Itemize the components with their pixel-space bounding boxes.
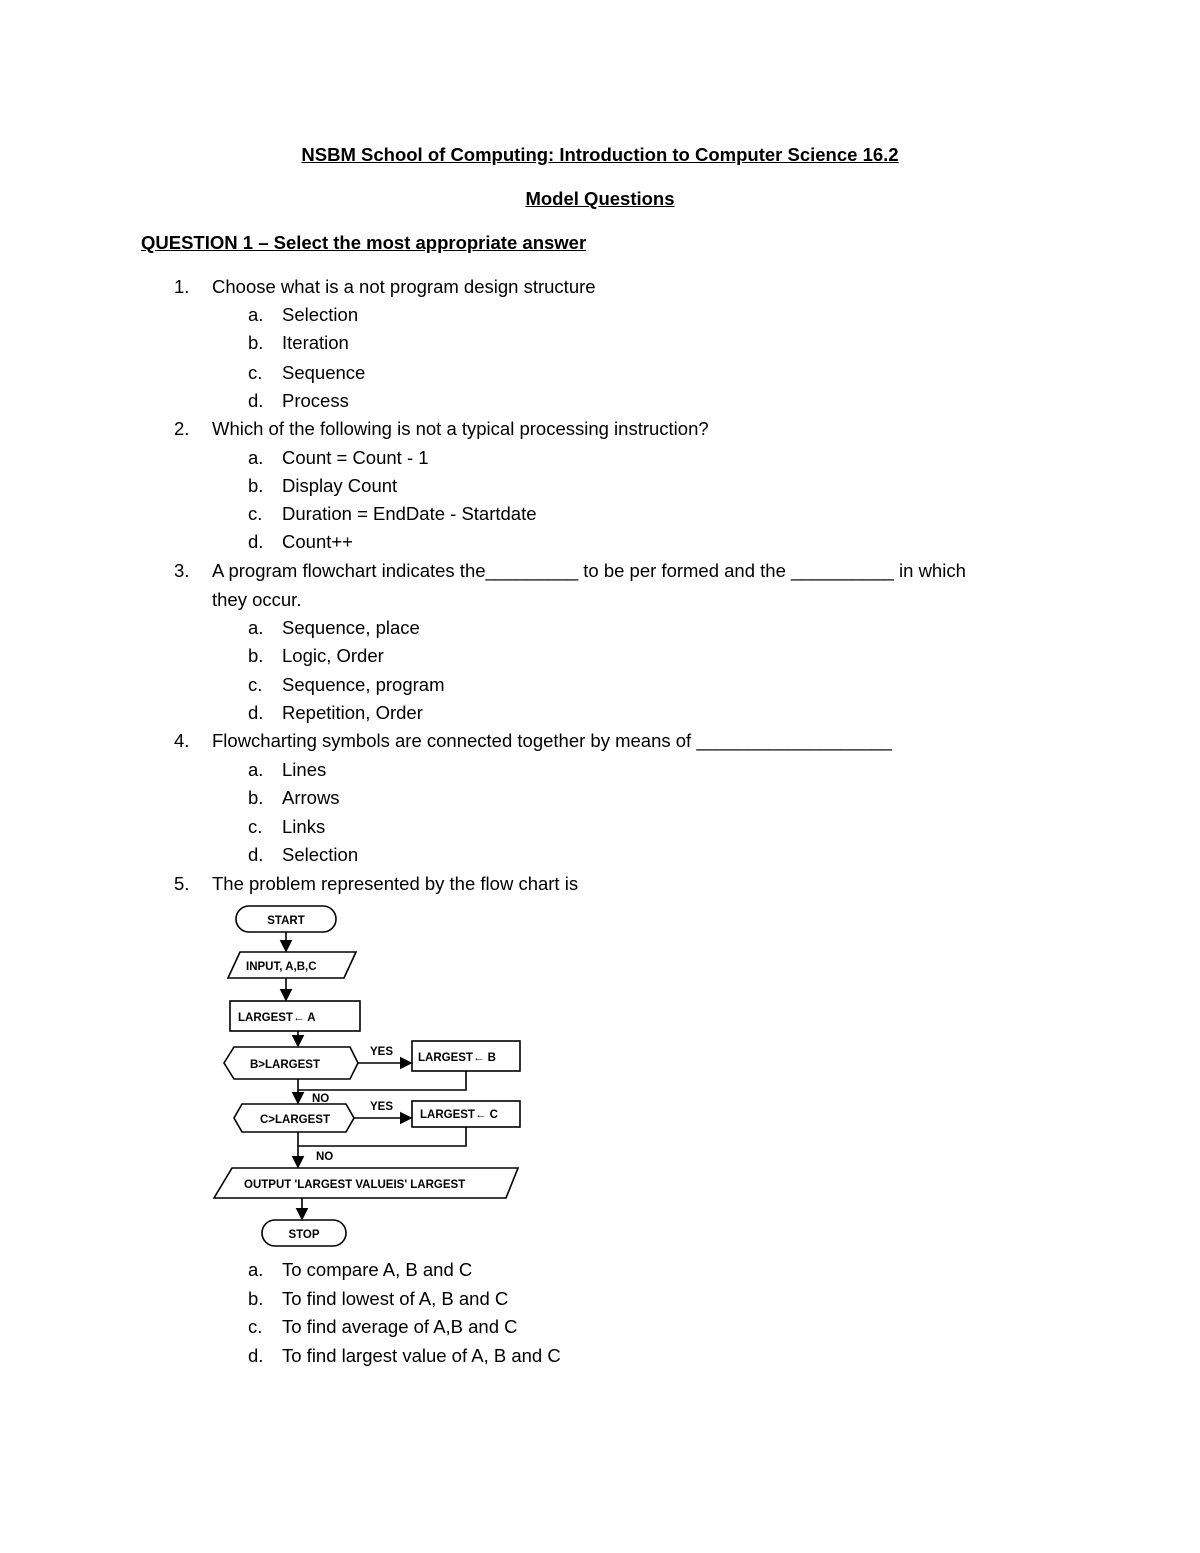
question-text: Choose what is a not program design structure: [212, 276, 596, 297]
option-label: c.: [248, 362, 263, 383]
question-text: Flowcharting symbols are connected together by means of ___________________: [212, 730, 892, 751]
no-label-1: NO: [312, 1093, 330, 1105]
stop-label: STOP: [288, 1229, 320, 1241]
option-label: c.: [248, 1316, 263, 1337]
yes-label-1: YES: [370, 1046, 394, 1058]
decision-c-label: C>LARGEST: [260, 1114, 330, 1126]
start-label: START: [267, 915, 305, 927]
assign-a-label: LARGEST← A: [238, 1012, 316, 1024]
no-label-2: NO: [316, 1151, 334, 1163]
option-text: To find average of A,B and C: [282, 1316, 518, 1337]
option-label: a.: [248, 617, 264, 638]
input-label: INPUT, A,B,C: [246, 961, 317, 973]
option-label: a.: [248, 447, 264, 468]
option-label: c.: [248, 816, 263, 837]
option-text: Duration = EndDate - Startdate: [282, 503, 537, 524]
option-label: d.: [248, 531, 264, 552]
assign-c-label: LARGEST← C: [420, 1109, 498, 1121]
option-text: Iteration: [282, 332, 349, 353]
question-text: A program flowchart indicates the_________ to be per formed and the __________ in which: [212, 560, 966, 581]
option-text: Sequence, place: [282, 617, 420, 638]
option-text: Process: [282, 390, 349, 411]
option-label: b.: [248, 475, 264, 496]
option-text: Selection: [282, 304, 359, 325]
option-label: d.: [248, 702, 264, 723]
yes-label-2: YES: [370, 1101, 394, 1113]
option-text: Links: [282, 816, 326, 837]
option-text: Repetition, Order: [282, 702, 423, 723]
option-label: a.: [248, 759, 264, 780]
question-number: 3.: [174, 560, 190, 581]
document-title: NSBM School of Computing: Introduction to Computer Science 16.2: [301, 144, 899, 165]
option-label: c.: [248, 674, 263, 695]
output-label: OUTPUT 'LARGEST VALUEIS' LARGEST: [244, 1179, 466, 1191]
option-text: To find lowest of A, B and C: [282, 1288, 509, 1309]
section-heading: QUESTION 1 – Select the most appropriate answer: [141, 232, 587, 253]
option-label: d.: [248, 390, 264, 411]
option-label: d.: [248, 1345, 264, 1366]
option-text: To find largest value of A, B and C: [282, 1345, 561, 1366]
option-text: Logic, Order: [282, 645, 384, 666]
option-label: b.: [248, 332, 264, 353]
question-text: Which of the following is not a typical processing instruction?: [212, 418, 709, 439]
option-label: a.: [248, 1259, 264, 1280]
option-text: Sequence, program: [282, 674, 445, 695]
assign-b-label: LARGEST← B: [418, 1052, 496, 1064]
option-text: To compare A, B and C: [282, 1259, 473, 1280]
option-label: b.: [248, 1288, 264, 1309]
document-subtitle: Model Questions: [525, 188, 675, 209]
option-text: Arrows: [282, 787, 340, 808]
question-number: 4.: [174, 730, 190, 751]
option-label: c.: [248, 503, 263, 524]
option-text: Sequence: [282, 362, 366, 383]
flowchart-diagram: [210, 900, 530, 1255]
question-text-continued: they occur.: [212, 589, 302, 610]
option-text: Lines: [282, 759, 327, 780]
option-label: b.: [248, 787, 264, 808]
option-text: Display Count: [282, 475, 398, 496]
option-text: Selection: [282, 844, 359, 865]
decision-b-label: B>LARGEST: [250, 1059, 320, 1071]
question-number: 5.: [174, 873, 190, 894]
question-number: 1.: [174, 276, 190, 297]
option-label: a.: [248, 304, 264, 325]
question-text: The problem represented by the flow chart is: [212, 873, 579, 894]
question-number: 2.: [174, 418, 190, 439]
option-text: Count = Count - 1: [282, 447, 429, 468]
option-text: Count++: [282, 531, 353, 552]
option-label: b.: [248, 645, 264, 666]
option-label: d.: [248, 844, 264, 865]
